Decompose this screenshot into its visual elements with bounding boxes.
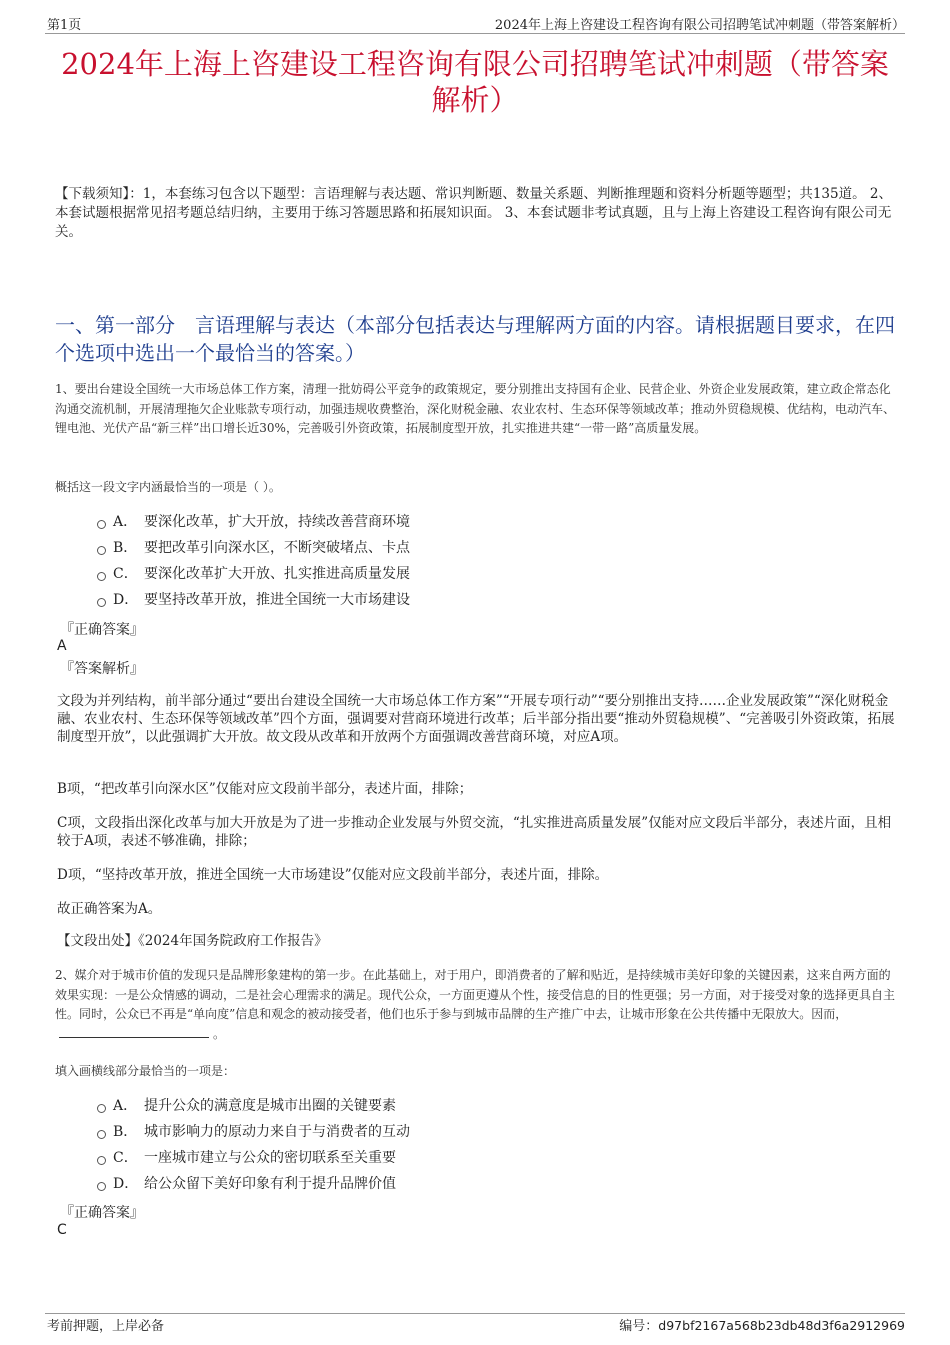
q2-answer: C [57,1222,67,1238]
fill-in-blank [59,1025,209,1038]
question-1-text: 1、要出台建设全国统一大市场总体工作方案，清理一批妨碍公平竞争的政策规定，要分别推出支持国有企业、民营企业、外资企业发展政策，建立政企常态化沟通交流机制，开展清理拖欠企业账款专项行动，加强违规收费整治，深化财税金融、农业农村、生态环保等领域改革；推动外贸稳规模、优结构，电动汽车、锂电池、光伏产品“新三样”出口增长近30%，完善吸引外资政策，拓展制度型开放，扎实推进共建“一带一路”高质量发展。 [55,382,896,435]
radio-icon[interactable] [97,546,106,555]
q1-analysis-d: D项，“坚持改革开放，推进全国统一大市场建设”仅能对应文段前半部分，表述片面，排除。 [57,867,609,883]
q2-option-a[interactable]: A． 提升公众的满意度是城市出圈的关键要素 [97,1097,396,1115]
q1-analysis-b: B项，“把改革引向深水区”仅能对应文段前半部分，表述片面，排除； [57,781,473,797]
q2-option-b[interactable]: B． 城市影响力的原动力来自于与消费者的互动 [97,1123,410,1141]
radio-icon[interactable] [97,1156,106,1165]
radio-icon[interactable] [97,1182,106,1191]
question-1-prompt: 概括这一段文字内涵最恰当的一项是（ ）。 [55,480,281,494]
radio-icon[interactable] [97,1104,106,1113]
page-title: 2024年上海上咨建设工程咨询有限公司招聘笔试冲刺题（带答案解析） [61,47,889,117]
q1-analysis-main: 文段为并列结构，前半部分通过“要出台建设全国统一大市场总体工作方案”“开展专项行动”“要分别推出支持……企业发展政策”“深化财税金融、农业农村、生态环保等领域改革”四个方面，强调要对营商环境进行改革；后半部分指出要“推动外贸稳规模”、“完善吸引外资政策，拓展制度型开放”，以此强调扩大开放。故文段从改革和开放两个方面强调改善营商环境，对应A项。 [57,693,895,745]
question-2-prompt: 填入画横线部分最恰当的一项是： [55,1064,236,1078]
q1-analysis-c: C项，文段指出深化改革与加大开放是为了进一步推动企业发展与外贸交流，“扎实推进高质量发展”仅能对应文段后半部分，表述片面，且相较于A项，表述不够准确，排除； [57,815,892,849]
radio-icon[interactable] [97,520,106,529]
q1-answer-label: 『正确答案』 [60,622,144,638]
q1-option-b[interactable]: B． 要把改革引向深水区，不断突破堵点、卡点 [97,539,410,557]
page-number: 第1页 [47,18,82,33]
q1-option-d[interactable]: D． 要坚持改革开放，推进全国统一大市场建设 [97,591,410,609]
download-notice: 【下载须知】：1，本套练习包含以下题型：言语理解与表达题、常识判断题、数量关系题、判断推理题和资料分析题等题型；共135道。 2、本套试题根据常见招考题总结归纳，主要用于练习答题思路和拓展知识面。 3、本套试题非考试真题，且与上海上咨建设工程咨询有限公司无关。 [55,186,892,240]
question-2-text: 2、媒介对于城市价值的发现只是品牌形象建构的第一步。在此基础上，对于用户，即消费者的了解和贴近，是持续城市美好印象的关键因素，这来自两方面的效果实现：一是公众情感的调动，二是社会心理需求的满足。现代公众，一方面更遵从个性，接受信息的目的性更强；另一方面，对于接受对象的选择更具自主性。同时，公众已不再是“单向度”信息和观念的被动接受者，他们也乐于参与到城市品牌的生产推广中去，让城市形象在公共传播中无限放大。因而，。 [55,968,896,1041]
header-divider [45,33,905,34]
section-heading: 一、第一部分 言语理解与表达（本部分包括表达与理解两方面的内容。请根据题目要求，在四个选项中选出一个最恰当的答案。） [55,313,895,365]
q2-option-c[interactable]: C． 一座城市建立与公众的密切联系至关重要 [97,1149,396,1167]
running-header-title: 2024年上海上咨建设工程咨询有限公司招聘笔试冲刺题（带答案解析） [494,18,905,33]
q1-option-a[interactable]: A． 要深化改革，扩大开放，持续改善营商环境 [97,513,410,531]
q1-option-c[interactable]: C． 要深化改革扩大开放、扎实推进高质量发展 [97,565,410,583]
radio-icon[interactable] [97,1130,106,1139]
radio-icon[interactable] [97,572,106,581]
q1-answer: A [57,638,67,654]
q2-answer-label: 『正确答案』 [60,1205,144,1221]
footer-code: 编号：d97bf2167a568b23db48d3f6a2912969 [619,1318,905,1334]
footer-slogan: 考前押题，上岸必备 [47,1319,165,1334]
q1-source: 【文段出处】《2024年国务院政府工作报告》 [57,933,328,949]
footer-divider [45,1313,905,1314]
q2-option-d[interactable]: D． 给公众留下美好印象有利于提升品牌价值 [97,1175,396,1193]
q1-analysis-label: 『答案解析』 [60,661,144,677]
q1-analysis-conclusion: 故正确答案为A。 [57,901,162,917]
radio-icon[interactable] [97,598,106,607]
